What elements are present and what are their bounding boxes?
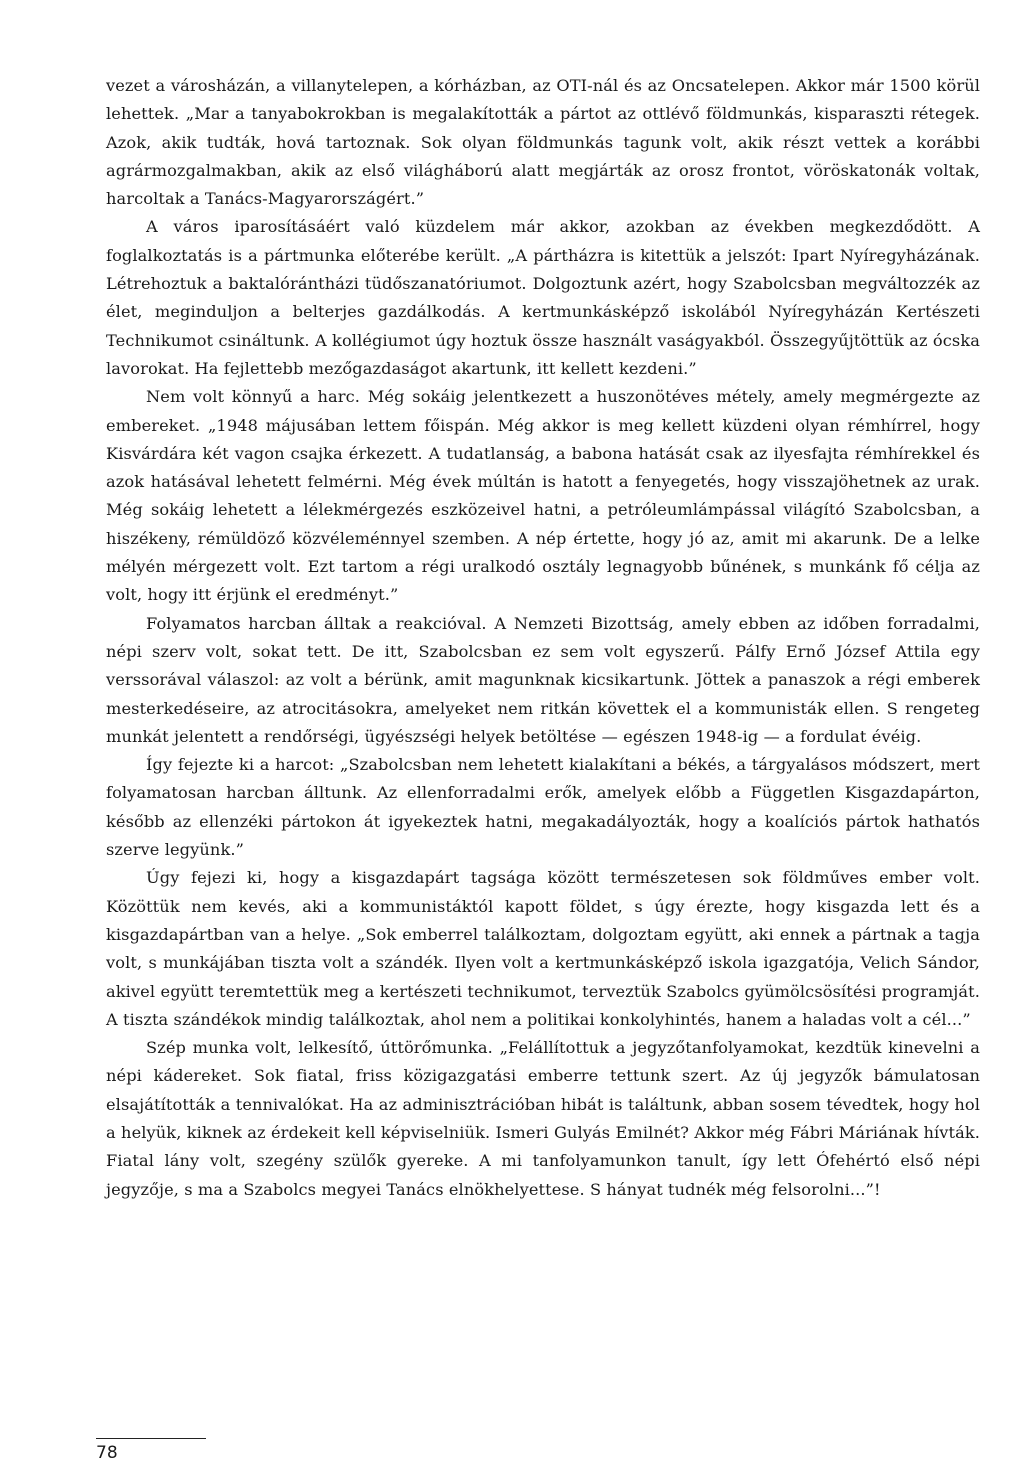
page-footer	[96, 1438, 206, 1463]
paragraph-2: A város iparosításáért való küzdelem már akkor, azokban az években megkezdődött. A foglalkoztatás is a pártmunka előterébe került. „A pártházra is kitettük a jelszót: Ipart Nyíregyházának. Létrehoztuk a baktalórántházi tüdőszanatóriumot. Dolgoztunk azért, hogy Szabolcsban megváltozzék az élet, meginduljon a belterjes gazdálkodás. A kertmunkásképző iskolából Nyíregyházán Kertészeti Technikumot csináltunk. A kollégiumot úgy hoztuk össze használt vaságyakból. Összegyűjtöttük az ócska lavorokat. Ha fejlettebb mezőgazdaságot akartunk, itt kellett kezdeni.”	[106, 217, 980, 378]
paragraph-6: Úgy fejezi ki, hogy a kisgazdapárt tagsága között természetesen sok földműves ember volt. Közöttük nem kevés, aki a kommunistáktól kapott földet, s úgy érezte, hogy kisgazda lett és a kisgazdapártban van a helye. „Sok emberrel találkoztam, dolgoztam együtt, aki ennek a pártnak a tagja volt, s munkájában tiszta volt a szándék. Ilyen volt a kertmunkásképző iskola igazgatója, Velich Sándor, akivel együtt teremtettük meg a kertészeti technikumot, terveztük Szabolcs gyümölcsösítési programját. A tiszta szándékok mindig találkoztak, ahol nem a politikai konkolyhintés, hanem a haladas volt a cél...”	[106, 868, 980, 1029]
footer-rule	[96, 1438, 206, 1439]
page-number: 78	[96, 1443, 118, 1463]
paragraph-3: Nem volt könnyű a harc. Még sokáig jelentkezett a huszonötéves métely, amely megmérgezte az embereket. „1948 májusában lettem főispán. Még akkor is meg kellett küzdeni olyan rémhírrel, hogy Kisvárdára két vagon csajka érkezett. A tudatlanság, a babona hatását csak az ilyesfajta rémhírekkel és azok hatásával lehetett felmérni. Még évek múltán is hatott a fenyegetés, hogy visszajöhetnek az urak. Még sokáig lehetett a lélekmérgezés eszközeivel hatni, a petróleumlámpással világító Szabolcsban, a hiszékeny, rémüldöző közvéleménnyel szemben. A nép értette, hogy jó az, amit mi akarunk. De a lelke mélyén mérgezett volt. Ezt tartom a régi uralkodó osztály legnagyobb bűnének, s munkánk fő célja az volt, hogy itt érjünk el eredményt.”	[106, 387, 980, 605]
page-body	[106, 72, 980, 1204]
paragraph-4: Folyamatos harcban álltak a reakcióval. A Nemzeti Bizottság, amely ebben az időben forradalmi, népi szerv volt, sokat tett. De itt, Szabolcsban ez sem volt egyszerű. Pálfy Ernő József Attila egy verssorával válaszol: az volt a bérünk, amit magunknak kicsikartunk. Jöttek a panaszok a régi emberek mesterkedéseire, az atrocitásokra, amelyeket nem ritkán követtek el a kommunisták ellen. S rengeteg munkát jelentett a rendőrségi, ügyészségi helyek betöltése — egészen 1948-ig — a fordulat évéig.	[106, 613, 980, 746]
paragraph-7: Szép munka volt, lelkesítő, úttörőmunka. „Felállítottuk a jegyzőtanfolyamokat, kezdtük kinevelni a népi kádereket. Sok fiatal, friss közigazgatási emberre tettunk szert. Az új jegyzők bámulatosan elsajátították a tennivalókat. Ha az adminisztrációban hibát is találtunk, abban sosem tévedtek, hogy hol a helyük, kiknek az érdekeit kell képviselniük. Ismeri Gulyás Emilnét? Akkor még Fábri Máriának hívták. Fiatal lány volt, szegény szülők gyereke. A mi tanfolyamunkon tanult, így lett Ófehértó első népi jegyzője, s ma a Szabolcs megyei Tanács elnökhelyettese. S hányat tudnék még felsorolni...”!	[106, 1038, 980, 1199]
paragraph-5: Így fejezte ki a harcot: „Szabolcsban nem lehetett kialakítani a békés, a tárgyalásos módszert, mert folyamatosan harcban álltunk. Az ellenforradalmi erők, amelyek előbb a Független Kisgazdapárton, később az ellenzéki pártokon át igyekeztek hatni, megakadályozták, hogy a koalíciós pártok hathatós szerve legyünk.”	[106, 755, 980, 860]
paragraph-1: vezet a városházán, a villanytelepen, a kórházban, az OTI-nál és az Oncsatelepen. Akkor már 1500 körül lehettek. „Mar a tanyabokrokban is megalakították a pártot az ottlévő földmunkás, kisparaszti rétegek. Azok, akik tudták, hová tartoznak. Sok olyan földmunkás tagunk volt, akik részt vettek a korábbi agrármozgalmakban, akik az első világháború alatt megjárták az orosz frontot, vöröskatonák voltak, harcoltak a Tanács-Magyarországért.”	[106, 76, 980, 209]
